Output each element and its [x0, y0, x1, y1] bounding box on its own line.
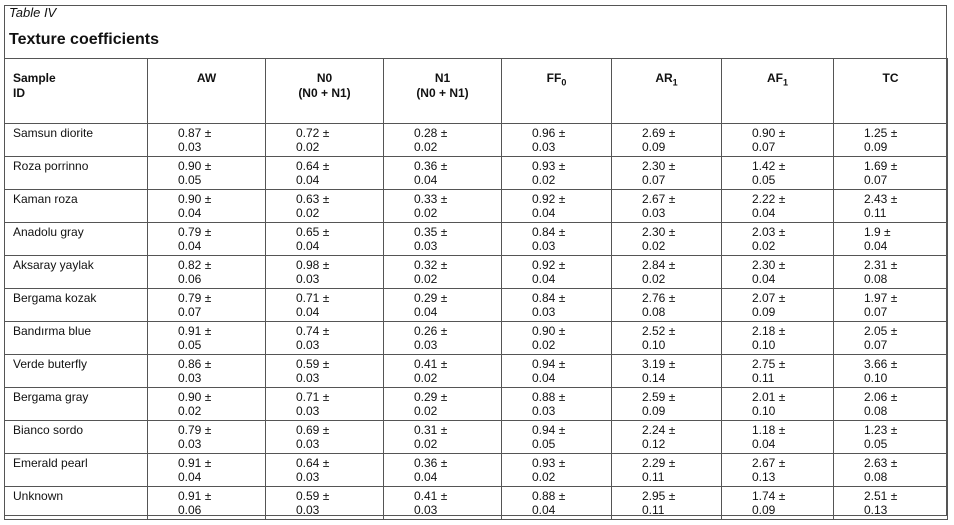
cell-mean: 0.91 ±	[178, 489, 212, 503]
ff0-cell	[502, 190, 612, 223]
cell-mean: 2.43 ±	[864, 192, 898, 206]
cell-mean: 2.63 ±	[864, 456, 898, 470]
ar1-cell	[612, 388, 722, 421]
cell-mean: 0.92 ±	[532, 258, 566, 272]
sample-name-cell: Emerald pearl	[5, 454, 148, 487]
cell-mean: 1.18 ±	[752, 423, 786, 437]
cell-mean: 2.84 ±	[642, 258, 676, 272]
aw-cell	[148, 256, 266, 289]
cell-deviation: 0.04	[296, 173, 320, 187]
cell-mean: 2.75 ±	[752, 357, 786, 371]
cell-deviation: 0.02	[414, 437, 438, 451]
cell-deviation: 0.12	[642, 437, 666, 451]
n1-cell	[384, 322, 502, 355]
cell-mean: 0.69 ±	[296, 423, 330, 437]
aw-cell	[148, 322, 266, 355]
aw-cell	[148, 124, 266, 157]
header-aw: AW	[148, 59, 266, 124]
cell-mean: 2.59 ±	[642, 390, 676, 404]
cell-mean: 0.28 ±	[414, 126, 448, 140]
af1-cell	[722, 190, 834, 223]
cell-deviation: 0.07	[864, 173, 888, 187]
cell-deviation: 0.05	[532, 437, 556, 451]
sample-name-cell: Verde buterfly	[5, 355, 148, 388]
cell-mean: 0.88 ±	[532, 489, 566, 503]
n0-cell	[266, 454, 384, 487]
cell-deviation: 0.09	[642, 140, 666, 154]
cell-deviation: 0.03	[414, 338, 438, 352]
cell-deviation: 0.11	[642, 503, 665, 517]
cell-mean: 3.19 ±	[642, 357, 676, 371]
ar1-cell	[612, 454, 722, 487]
n0-cell	[266, 421, 384, 454]
af1-cell	[722, 124, 834, 157]
cell-mean: 2.18 ±	[752, 324, 786, 338]
cell-deviation: 0.10	[752, 338, 776, 352]
cell-mean: 2.51 ±	[864, 489, 898, 503]
cell-deviation: 0.02	[296, 140, 320, 154]
cell-mean: 0.90 ±	[532, 324, 566, 338]
sample-name-cell: Roza porrinno	[5, 157, 148, 190]
aw-cell	[148, 190, 266, 223]
n0-cell	[266, 190, 384, 223]
cell-mean: 0.36 ±	[414, 159, 448, 173]
aw-cell	[148, 355, 266, 388]
aw-cell	[148, 223, 266, 256]
cell-deviation: 0.03	[532, 404, 556, 418]
cell-deviation: 0.04	[752, 437, 776, 451]
cell-deviation: 0.06	[178, 503, 202, 517]
cell-mean: 0.36 ±	[414, 456, 448, 470]
n0-cell	[266, 157, 384, 190]
n0-cell	[266, 388, 384, 421]
n0-cell	[266, 223, 384, 256]
sample-name-cell: Kaman roza	[5, 190, 148, 223]
cell-deviation: 0.03	[296, 272, 320, 286]
cell-mean: 2.69 ±	[642, 126, 676, 140]
header-ff0: $FF_0$	[502, 59, 612, 124]
cell-deviation: 0.02	[642, 239, 666, 253]
cell-deviation: 0.04	[752, 206, 776, 220]
cell-mean: 0.71 ±	[296, 390, 330, 404]
cell-deviation: 0.09	[752, 305, 776, 319]
af1-cell	[722, 454, 834, 487]
cell-deviation: 0.03	[178, 437, 202, 451]
n1-cell	[384, 256, 502, 289]
cell-mean: 0.84 ±	[532, 225, 566, 239]
af1-cell	[722, 157, 834, 190]
cell-deviation: 0.03	[178, 140, 202, 154]
cell-deviation: 0.02	[532, 470, 556, 484]
cell-deviation: 0.13	[864, 503, 888, 517]
cell-mean: 0.41 ±	[414, 357, 448, 371]
tc-cell	[834, 487, 948, 520]
ar1-cell	[612, 355, 722, 388]
n1-cell	[384, 421, 502, 454]
header-row	[5, 59, 948, 124]
cell-deviation: 0.04	[178, 470, 202, 484]
cell-deviation: 0.04	[178, 239, 202, 253]
cell-mean: 0.86 ±	[178, 357, 212, 371]
cell-mean: 2.67 ±	[752, 456, 786, 470]
cell-mean: 0.91 ±	[178, 324, 212, 338]
ff0-cell	[502, 124, 612, 157]
cell-mean: 0.92 ±	[532, 192, 566, 206]
tc-cell	[834, 388, 948, 421]
cell-mean: 0.93 ±	[532, 456, 566, 470]
af1-cell	[722, 256, 834, 289]
cell-mean: 0.59 ±	[296, 489, 330, 503]
ff0-cell	[502, 421, 612, 454]
cell-deviation: 0.08	[864, 470, 888, 484]
cell-mean: 2.05 ±	[864, 324, 898, 338]
cell-mean: 1.97 ±	[864, 291, 898, 305]
cell-deviation: 0.02	[414, 404, 438, 418]
tc-cell	[834, 157, 948, 190]
sample-name-cell: Aksaray yaylak	[5, 256, 148, 289]
af1-cell	[722, 289, 834, 322]
cell-deviation: 0.07	[864, 305, 888, 319]
cell-deviation: 0.02	[414, 371, 438, 385]
cell-mean: 0.82 ±	[178, 258, 212, 272]
cell-deviation: 0.03	[178, 371, 202, 385]
cell-mean: 0.84 ±	[532, 291, 566, 305]
cell-mean: 1.69 ±	[864, 159, 898, 173]
cell-deviation: 0.03	[532, 140, 556, 154]
table-row	[5, 157, 948, 190]
cell-mean: 2.07 ±	[752, 291, 786, 305]
cell-deviation: 0.08	[642, 305, 666, 319]
cell-mean: 0.79 ±	[178, 225, 212, 239]
cell-mean: 0.31 ±	[414, 423, 448, 437]
tc-cell	[834, 322, 948, 355]
cell-mean: 1.42 ±	[752, 159, 786, 173]
cell-deviation: 0.05	[178, 338, 202, 352]
cell-deviation: 0.04	[414, 173, 438, 187]
cell-deviation: 0.10	[752, 404, 776, 418]
cell-mean: 0.64 ±	[296, 456, 330, 470]
cell-deviation: 0.03	[296, 371, 320, 385]
cell-mean: 0.26 ±	[414, 324, 448, 338]
cell-mean: 0.90 ±	[178, 192, 212, 206]
sample-name-cell: Bergama kozak	[5, 289, 148, 322]
table-row	[5, 421, 948, 454]
cell-mean: 0.94 ±	[532, 423, 566, 437]
af1-cell	[722, 223, 834, 256]
ar1-cell	[612, 256, 722, 289]
table-row	[5, 223, 948, 256]
cell-deviation: 0.04	[414, 305, 438, 319]
ff0-cell	[502, 487, 612, 520]
n1-cell	[384, 487, 502, 520]
ff0-cell	[502, 223, 612, 256]
cell-mean: 0.71 ±	[296, 291, 330, 305]
cell-mean: 0.59 ±	[296, 357, 330, 371]
n1-cell	[384, 388, 502, 421]
cell-deviation: 0.05	[752, 173, 776, 187]
tc-cell	[834, 454, 948, 487]
cell-deviation: 0.07	[178, 305, 202, 319]
aw-cell	[148, 487, 266, 520]
cell-deviation: 0.14	[642, 371, 666, 385]
ar1-cell	[612, 190, 722, 223]
cell-deviation: 0.02	[532, 338, 556, 352]
n1-cell	[384, 355, 502, 388]
ar1-cell	[612, 487, 722, 520]
cell-deviation: 0.10	[642, 338, 666, 352]
aw-cell	[148, 454, 266, 487]
cell-deviation: 0.04	[752, 272, 776, 286]
tc-cell	[834, 223, 948, 256]
cell-deviation: 0.04	[532, 371, 556, 385]
cell-deviation: 0.02	[642, 272, 666, 286]
ff0-cell	[502, 322, 612, 355]
table-row	[5, 322, 948, 355]
aw-cell	[148, 388, 266, 421]
sample-name-cell: Bandırma blue	[5, 322, 148, 355]
sample-name-cell: Samsun diorite	[5, 124, 148, 157]
cell-mean: 2.52 ±	[642, 324, 676, 338]
n1-cell	[384, 454, 502, 487]
cell-mean: 1.25 ±	[864, 126, 898, 140]
cell-mean: 0.88 ±	[532, 390, 566, 404]
header-af1: $AF_1$	[722, 59, 834, 124]
ff0-cell	[502, 454, 612, 487]
cell-deviation: 0.11	[864, 206, 887, 220]
cell-deviation: 0.07	[864, 338, 888, 352]
cell-mean: 2.22 ±	[752, 192, 786, 206]
ff0-cell	[502, 388, 612, 421]
cell-mean: 3.66 ±	[864, 357, 898, 371]
cell-mean: 0.98 ±	[296, 258, 330, 272]
cell-deviation: 0.03	[296, 338, 320, 352]
cell-deviation: 0.02	[414, 140, 438, 154]
cell-mean: 2.06 ±	[864, 390, 898, 404]
ar1-cell	[612, 157, 722, 190]
af1-cell	[722, 487, 834, 520]
ar1-cell	[612, 322, 722, 355]
cell-mean: 0.91 ±	[178, 456, 212, 470]
cell-mean: 0.79 ±	[178, 423, 212, 437]
cell-deviation: 0.05	[178, 173, 202, 187]
tc-cell	[834, 190, 948, 223]
cell-deviation: 0.04	[864, 239, 888, 253]
n0-cell	[266, 355, 384, 388]
cell-mean: 2.24 ±	[642, 423, 676, 437]
cell-deviation: 0.03	[642, 206, 666, 220]
cell-deviation: 0.02	[296, 206, 320, 220]
cell-mean: 0.87 ±	[178, 126, 212, 140]
n1-cell	[384, 223, 502, 256]
cell-mean: 0.65 ±	[296, 225, 330, 239]
cell-deviation: 0.04	[296, 305, 320, 319]
table-row	[5, 355, 948, 388]
cell-deviation: 0.02	[178, 404, 202, 418]
af1-cell	[722, 355, 834, 388]
cell-deviation: 0.09	[864, 140, 888, 154]
af1-cell	[722, 322, 834, 355]
cell-mean: 0.74 ±	[296, 324, 330, 338]
cell-deviation: 0.03	[296, 470, 320, 484]
cell-deviation: 0.02	[414, 206, 438, 220]
aw-cell	[148, 421, 266, 454]
texture-coefficients-table	[4, 58, 948, 520]
cell-mean: 2.03 ±	[752, 225, 786, 239]
cell-deviation: 0.03	[532, 305, 556, 319]
cell-deviation: 0.10	[864, 371, 888, 385]
cell-deviation: 0.04	[532, 503, 556, 517]
table-row	[5, 388, 948, 421]
ar1-cell	[612, 223, 722, 256]
tc-cell	[834, 289, 948, 322]
cell-mean: 0.96 ±	[532, 126, 566, 140]
cell-deviation: 0.03	[414, 503, 438, 517]
cell-mean: 2.30 ±	[642, 159, 676, 173]
table-row	[5, 289, 948, 322]
cell-deviation: 0.04	[296, 239, 320, 253]
af1-cell	[722, 421, 834, 454]
cell-deviation: 0.06	[178, 272, 202, 286]
tc-cell	[834, 124, 948, 157]
cell-deviation: 0.04	[532, 206, 556, 220]
header-ar1: $AR_1$	[612, 59, 722, 124]
ar1-cell	[612, 421, 722, 454]
n1-cell	[384, 157, 502, 190]
sample-name-cell: Unknown	[5, 487, 148, 520]
table-row	[5, 256, 948, 289]
cell-mean: 0.35 ±	[414, 225, 448, 239]
cell-deviation: 0.07	[752, 140, 776, 154]
cell-mean: 0.29 ±	[414, 390, 448, 404]
ff0-cell	[502, 289, 612, 322]
tc-cell	[834, 256, 948, 289]
sample-name-cell: Bergama gray	[5, 388, 148, 421]
n1-cell	[384, 190, 502, 223]
af1-cell	[722, 388, 834, 421]
aw-cell	[148, 289, 266, 322]
cell-mean: 0.72 ±	[296, 126, 330, 140]
cell-mean: 0.29 ±	[414, 291, 448, 305]
cell-mean: 1.23 ±	[864, 423, 898, 437]
cell-mean: 0.64 ±	[296, 159, 330, 173]
cell-deviation: 0.05	[864, 437, 888, 451]
cell-deviation: 0.02	[532, 173, 556, 187]
cell-deviation: 0.02	[414, 272, 438, 286]
cell-deviation: 0.08	[864, 272, 888, 286]
cell-mean: 2.67 ±	[642, 192, 676, 206]
header-sample-id: Sample ID	[5, 59, 148, 124]
cell-deviation: 0.04	[178, 206, 202, 220]
cell-deviation: 0.03	[414, 239, 438, 253]
cell-mean: 2.30 ±	[752, 258, 786, 272]
cell-mean: 0.32 ±	[414, 258, 448, 272]
cell-deviation: 0.03	[296, 437, 320, 451]
cell-deviation: 0.09	[752, 503, 776, 517]
cell-mean: 1.74 ±	[752, 489, 786, 503]
cell-mean: 0.33 ±	[414, 192, 448, 206]
cell-deviation: 0.02	[752, 239, 776, 253]
table-row	[5, 190, 948, 223]
cell-deviation: 0.07	[642, 173, 666, 187]
table-title: Texture coefficients	[9, 31, 159, 48]
cell-mean: 2.95 ±	[642, 489, 676, 503]
cell-deviation: 0.09	[642, 404, 666, 418]
cell-mean: 0.94 ±	[532, 357, 566, 371]
cell-mean: 1.9 ±	[864, 225, 891, 239]
ff0-cell	[502, 256, 612, 289]
cell-deviation: 0.03	[296, 503, 320, 517]
table-label: Table IV	[9, 5, 57, 20]
cell-deviation: 0.04	[532, 272, 556, 286]
cell-mean: 0.90 ±	[178, 159, 212, 173]
cell-deviation: 0.08	[864, 404, 888, 418]
n0-cell	[266, 487, 384, 520]
ff0-cell	[502, 157, 612, 190]
n1-cell	[384, 124, 502, 157]
sample-name-cell: Anadolu gray	[5, 223, 148, 256]
aw-cell	[148, 157, 266, 190]
ar1-cell	[612, 124, 722, 157]
cell-deviation: 0.03	[296, 404, 320, 418]
n0-cell	[266, 322, 384, 355]
cell-mean: 0.93 ±	[532, 159, 566, 173]
cell-mean: 2.29 ±	[642, 456, 676, 470]
n0-cell	[266, 256, 384, 289]
cell-mean: 2.30 ±	[642, 225, 676, 239]
header-n1: N1 (N0 + N1)	[384, 59, 502, 124]
cell-mean: 2.01 ±	[752, 390, 786, 404]
cell-deviation: 0.11	[752, 371, 775, 385]
table-row	[5, 487, 948, 520]
cell-mean: 2.31 ±	[864, 258, 898, 272]
ar1-cell	[612, 289, 722, 322]
tc-cell	[834, 421, 948, 454]
cell-deviation: 0.13	[752, 470, 776, 484]
table-row	[5, 124, 948, 157]
cell-deviation: 0.11	[642, 470, 665, 484]
cell-mean: 0.41 ±	[414, 489, 448, 503]
cell-mean: 0.63 ±	[296, 192, 330, 206]
cell-mean: 0.79 ±	[178, 291, 212, 305]
cell-mean: 2.76 ±	[642, 291, 676, 305]
header-tc: TC	[834, 59, 948, 124]
sample-name-cell: Bianco sordo	[5, 421, 148, 454]
table-row	[5, 454, 948, 487]
cell-mean: 0.90 ±	[178, 390, 212, 404]
cell-mean: 0.90 ±	[752, 126, 786, 140]
n0-cell	[266, 124, 384, 157]
header-n0: N0 (N0 + N1)	[266, 59, 384, 124]
ff0-cell	[502, 355, 612, 388]
cell-deviation: 0.03	[532, 239, 556, 253]
tc-cell	[834, 355, 948, 388]
n1-cell	[384, 289, 502, 322]
n0-cell	[266, 289, 384, 322]
cell-deviation: 0.04	[414, 470, 438, 484]
